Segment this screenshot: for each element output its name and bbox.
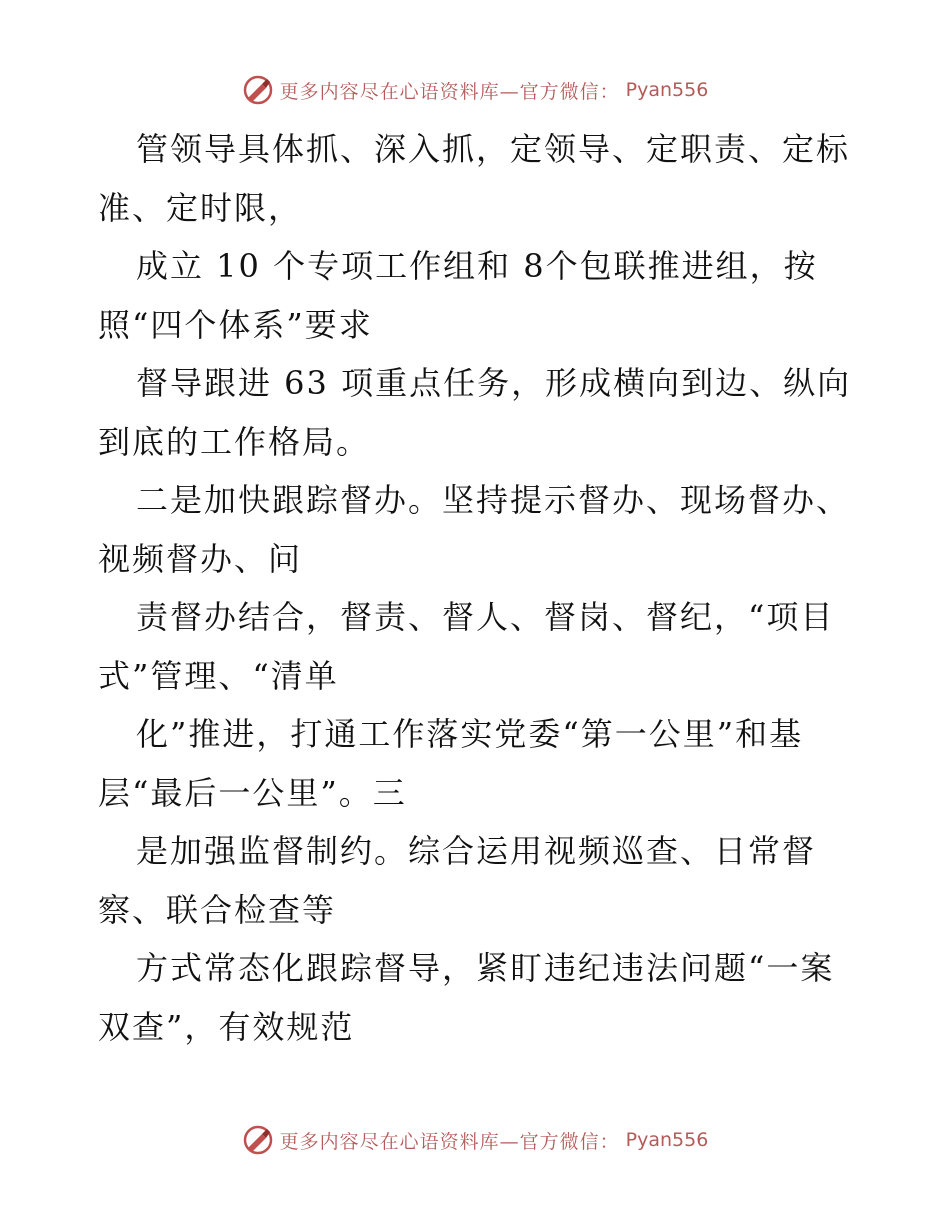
text-line: 察、联合检查等: [98, 890, 337, 929]
text-line: 双查”，有效规范: [98, 1007, 355, 1046]
text-line: 成立 10 个专项工作组和 8个包联推进组，按: [136, 247, 818, 285]
text-line: 层“最后一公里”。三: [98, 773, 407, 812]
pen-logo-icon: [242, 74, 274, 106]
text-line: 到底的工作格局。: [98, 422, 371, 461]
watermark-wechat-id: Pyan556: [625, 79, 709, 101]
watermark-text: 更多内容尽在心语资料库—官方微信：: [279, 1130, 620, 1153]
pen-logo-icon: [242, 1124, 274, 1156]
text-line: 督导跟进 63 项重点任务，形成横向到边、纵向: [136, 364, 852, 402]
header-watermark: [0, 72, 950, 108]
text-line: 视频督办、问: [98, 539, 303, 578]
document-body: [98, 120, 868, 1056]
text-line: 管领导具体抓、深入抓，定领导、定职责、定标: [136, 130, 851, 168]
text-line: 是加强监督制约。综合运用视频巡查、日常督: [136, 832, 817, 870]
watermark-wechat-id: Pyan556: [625, 1129, 709, 1151]
text-line: 式”管理、“清单: [98, 656, 339, 695]
watermark-text: 更多内容尽在心语资料库—官方微信：: [279, 80, 620, 103]
text-line: 方式常态化跟踪督导，紧盯违纪违法问题“一案: [136, 949, 835, 987]
text-line: 二是加快跟踪督办。坚持提示督办、现场督办、: [136, 481, 851, 519]
text-line: 准、定时限，: [98, 188, 303, 227]
text-line: 责督办结合，督责、督人、督岗、督纪，“项目: [136, 598, 835, 636]
footer-watermark: [0, 1122, 950, 1158]
text-line: 照“四个体系”要求: [98, 305, 373, 344]
text-line: 化”推进，打通工作落实党委“第一公里”和基: [136, 715, 804, 753]
